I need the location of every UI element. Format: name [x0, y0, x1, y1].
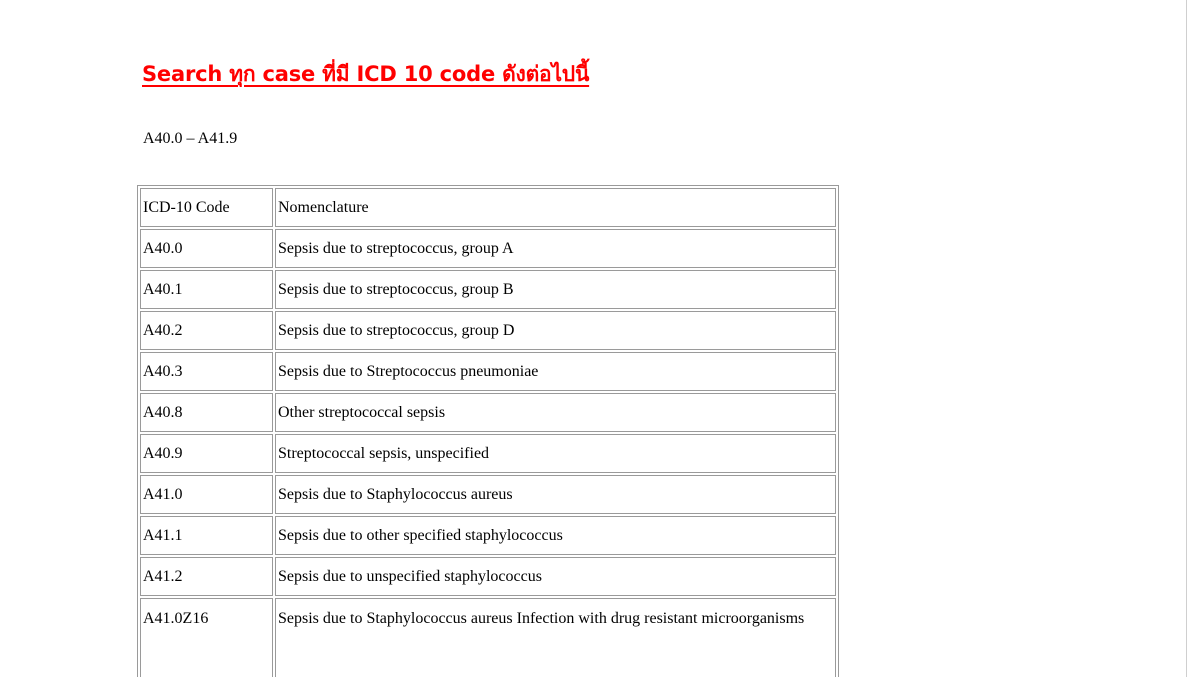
nomenclature-cell: Sepsis due to Staphylococcus aureus	[275, 475, 836, 514]
icd-code-cell: A40.0	[140, 229, 273, 268]
icd-code-cell: A41.0	[140, 475, 273, 514]
icd-code-cell: A41.2	[140, 557, 273, 596]
table-row	[140, 557, 836, 596]
nomenclature-cell: Sepsis due to Staphylococcus aureus Infection with drug resistant microorganisms	[275, 598, 836, 677]
code-range: A40.0 – A41.9	[143, 130, 238, 147]
icd-code-cell: A40.8	[140, 393, 273, 432]
column-header-nomenclature: Nomenclature	[275, 188, 836, 227]
nomenclature-cell: Sepsis due to streptococcus, group B	[275, 270, 836, 309]
nomenclature-cell: Sepsis due to Streptococcus pneumoniae	[275, 352, 836, 391]
nomenclature-cell: Sepsis due to unspecified staphylococcus	[275, 557, 836, 596]
nomenclature-cell: Sepsis due to streptococcus, group A	[275, 229, 836, 268]
page-title: Search ทุก case ที่มี ICD 10 code ดังต่อไปนี้	[142, 62, 590, 86]
table-row	[140, 270, 836, 309]
table-header-row	[140, 188, 836, 227]
table-row	[140, 352, 836, 391]
nomenclature-cell: Streptococcal sepsis, unspecified	[275, 434, 836, 473]
column-header-code: ICD-10 Code	[140, 188, 273, 227]
table-row	[140, 516, 836, 555]
table-row	[140, 393, 836, 432]
table-row	[140, 229, 836, 268]
nomenclature-cell: Other streptococcal sepsis	[275, 393, 836, 432]
icd-table	[137, 185, 839, 677]
icd-code-cell: A41.1	[140, 516, 273, 555]
table-row	[140, 598, 836, 677]
icd-code-cell: A40.1	[140, 270, 273, 309]
nomenclature-cell: Sepsis due to streptococcus, group D	[275, 311, 836, 350]
icd-code-cell: A40.2	[140, 311, 273, 350]
nomenclature-cell: Sepsis due to other specified staphylococcus	[275, 516, 836, 555]
icd-code-cell: A41.0Z16	[140, 598, 273, 677]
table-row	[140, 311, 836, 350]
table-row	[140, 475, 836, 514]
icd-code-cell: A40.3	[140, 352, 273, 391]
table-row	[140, 434, 836, 473]
icd-code-cell: A40.9	[140, 434, 273, 473]
